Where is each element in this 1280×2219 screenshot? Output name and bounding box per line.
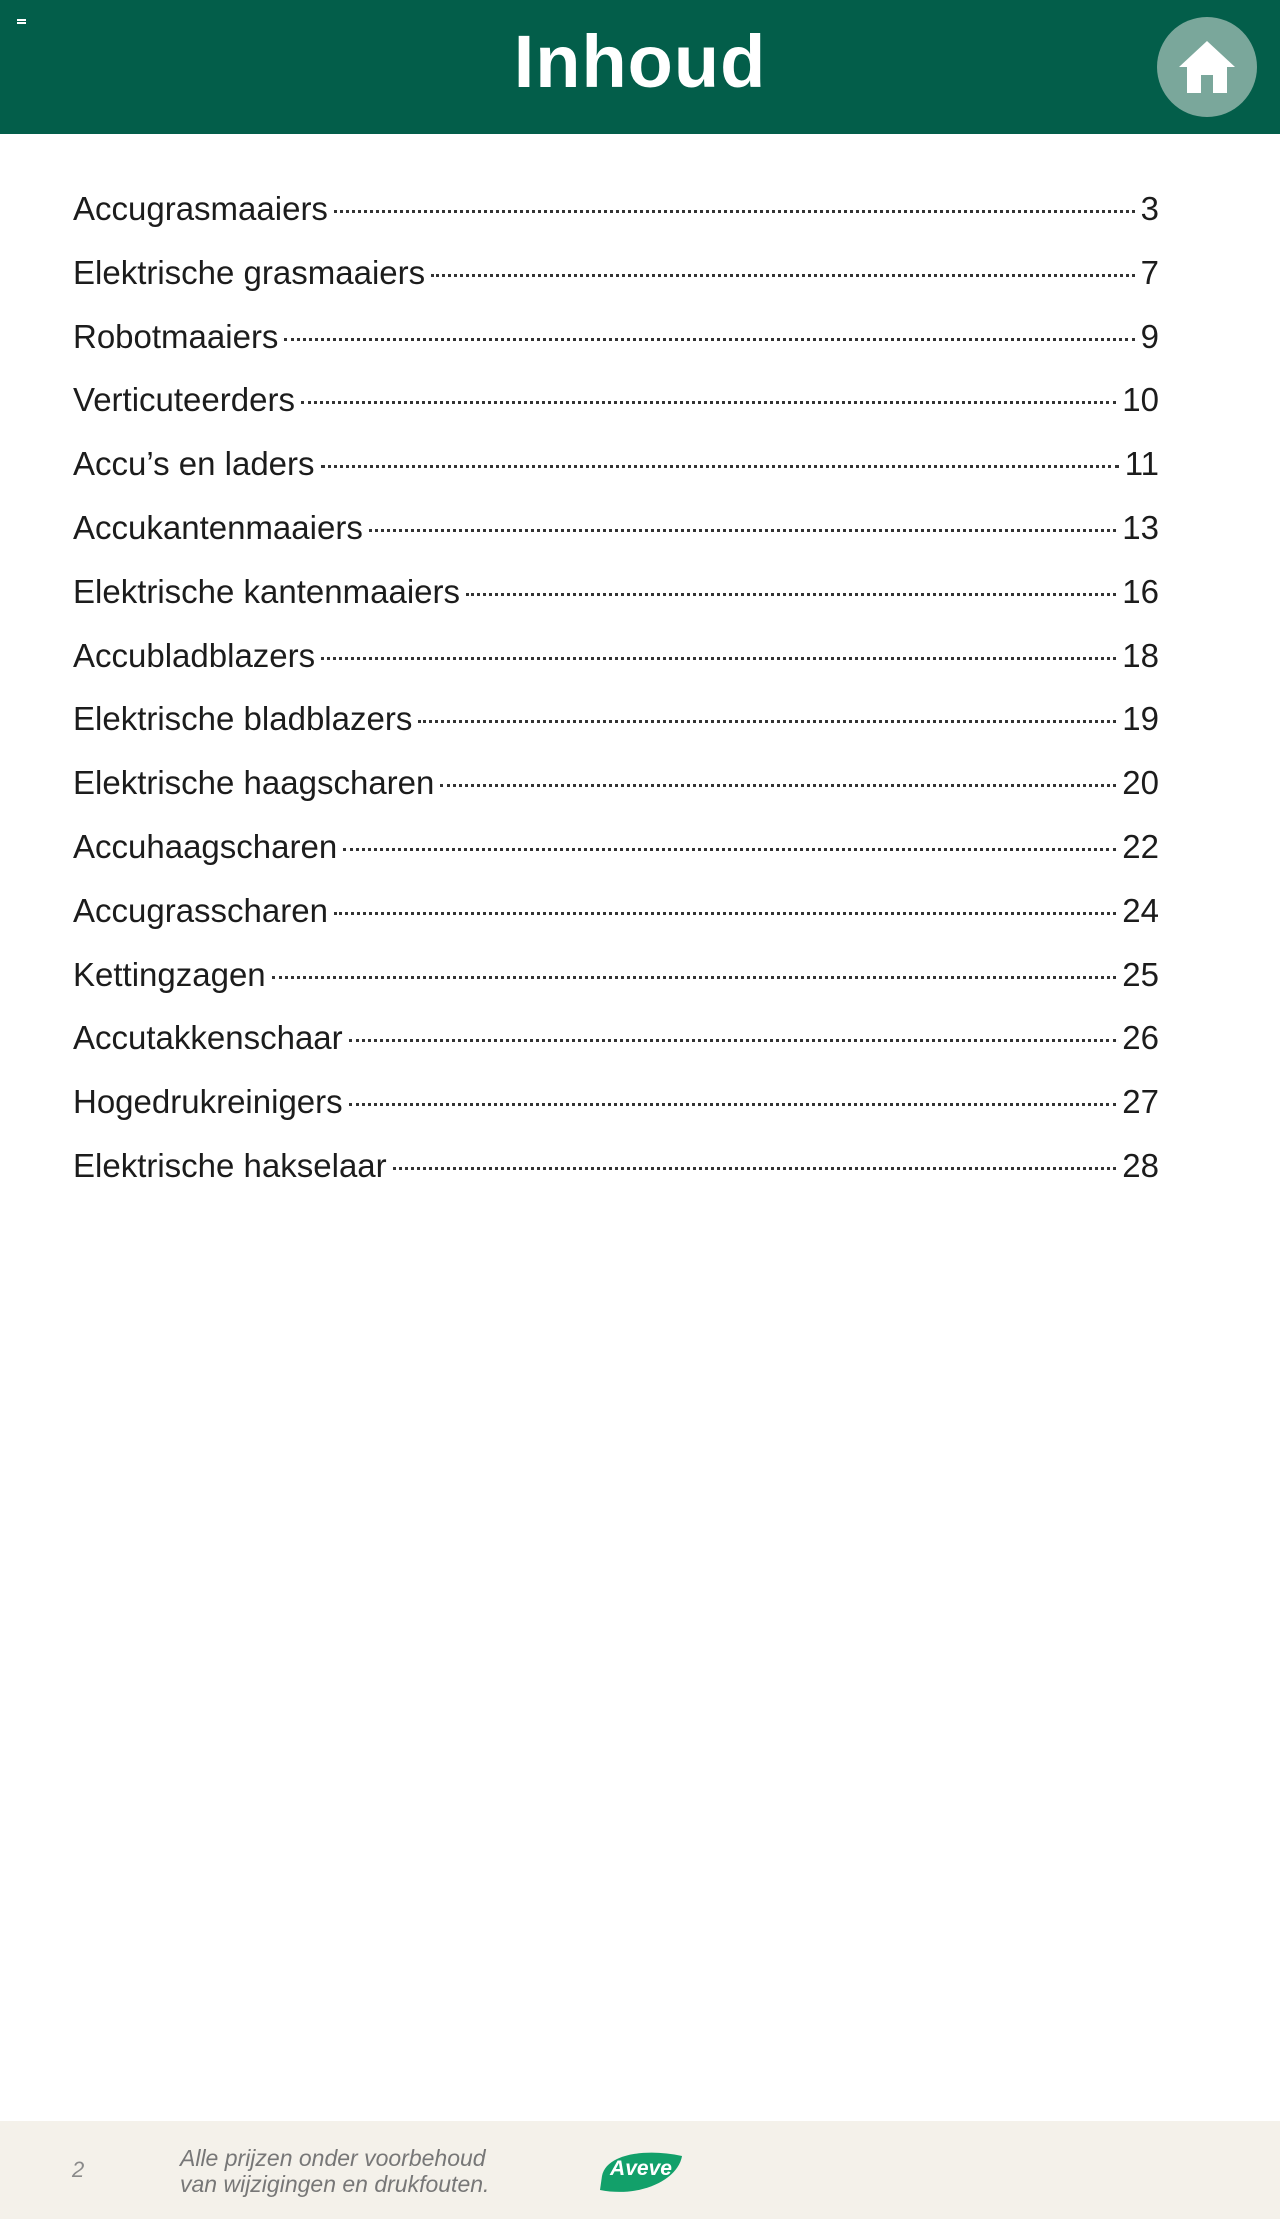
toc-item-label: Elektrische kantenmaaiers bbox=[73, 572, 461, 610]
toc-dot-leader bbox=[431, 274, 1135, 277]
toc-item-label: Accu’s en laders bbox=[73, 445, 315, 483]
toc-item-label: Elektrische bladblazers bbox=[73, 700, 413, 738]
toc-dot-leader bbox=[343, 848, 1116, 851]
toc-dot-leader bbox=[334, 210, 1135, 213]
toc-item-label: Elektrische grasmaaiers bbox=[73, 253, 426, 291]
aveve-logo[interactable] bbox=[596, 2146, 686, 2198]
toc-dot-leader bbox=[321, 465, 1119, 468]
toc-item-page: 25 bbox=[1122, 955, 1159, 993]
toc-item[interactable] bbox=[73, 305, 1159, 369]
toc-item-page: 13 bbox=[1122, 508, 1159, 546]
toc-item-label: Accuhaagscharen bbox=[73, 827, 338, 865]
home-button[interactable] bbox=[1157, 17, 1257, 117]
toc-dot-leader bbox=[418, 720, 1116, 723]
toc-item-label: Accubladblazers bbox=[73, 636, 316, 674]
toc-item-label: Elektrische haagscharen bbox=[73, 764, 435, 802]
toc-item[interactable] bbox=[73, 815, 1159, 879]
table-of-contents bbox=[73, 177, 1159, 1198]
toc-item-page: 16 bbox=[1122, 572, 1159, 610]
footer bbox=[0, 2121, 1280, 2219]
toc-item[interactable] bbox=[73, 241, 1159, 305]
toc-item[interactable] bbox=[73, 177, 1159, 241]
toc-dot-leader bbox=[301, 401, 1116, 404]
toc-item-page: 24 bbox=[1122, 891, 1159, 929]
toc-item[interactable] bbox=[73, 751, 1159, 815]
toc-dot-leader bbox=[321, 657, 1116, 660]
toc-item[interactable] bbox=[73, 1006, 1159, 1070]
toc-item-page: 22 bbox=[1122, 827, 1159, 865]
toc-item-page: 19 bbox=[1122, 700, 1159, 738]
toc-item[interactable] bbox=[73, 879, 1159, 943]
toc-item-page: 28 bbox=[1122, 1146, 1159, 1184]
toc-dot-leader bbox=[369, 529, 1116, 532]
toc-dot-leader bbox=[272, 976, 1117, 979]
toc-item[interactable] bbox=[73, 368, 1159, 432]
toc-item-page: 20 bbox=[1122, 764, 1159, 802]
toc-item-label: Kettingzagen bbox=[73, 955, 266, 993]
page-number: 2 bbox=[72, 2157, 85, 2182]
disclaimer-line-1: Alle prijzen onder voorbehoud bbox=[180, 2145, 486, 2171]
toc-item[interactable] bbox=[73, 496, 1159, 560]
page-title: Inhoud bbox=[513, 20, 767, 103]
toc-item-label: Accukantenmaaiers bbox=[73, 508, 363, 546]
home-icon bbox=[1175, 35, 1239, 99]
toc-item-page: 9 bbox=[1140, 317, 1159, 355]
toc-item-label: Verticuteerders bbox=[73, 381, 295, 419]
toc-dot-leader bbox=[440, 784, 1116, 787]
toc-item-page: 7 bbox=[1140, 253, 1159, 291]
toc-item-page: 27 bbox=[1122, 1083, 1159, 1121]
toc-item-label: Elektrische hakselaar bbox=[73, 1146, 387, 1184]
toc-item-label: Robotmaaiers bbox=[73, 317, 279, 355]
toc-dot-leader bbox=[349, 1103, 1117, 1106]
toc-item[interactable] bbox=[73, 687, 1159, 751]
toc-item-page: 10 bbox=[1122, 381, 1159, 419]
toc-item[interactable] bbox=[73, 1134, 1159, 1198]
header-bar bbox=[0, 0, 1280, 134]
toc-item-label: Accutakkenschaar bbox=[73, 1019, 343, 1057]
toc-item[interactable] bbox=[73, 624, 1159, 688]
logo-text: Aveve bbox=[610, 2157, 672, 2180]
disclaimer bbox=[180, 2145, 489, 2197]
toc-item[interactable] bbox=[73, 943, 1159, 1007]
toc-dot-leader bbox=[349, 1039, 1117, 1042]
toc-item-label: Accugrasscharen bbox=[73, 891, 328, 929]
toc-item[interactable] bbox=[73, 560, 1159, 624]
toc-dot-leader bbox=[466, 593, 1116, 596]
toc-item-page: 18 bbox=[1122, 636, 1159, 674]
toc-item-label: Accugrasmaaiers bbox=[73, 190, 328, 227]
toc-item-label: Hogedrukreinigers bbox=[73, 1083, 343, 1121]
toc-dot-leader bbox=[393, 1167, 1117, 1170]
toc-dot-leader bbox=[284, 338, 1134, 341]
toc-dot-leader bbox=[334, 912, 1116, 915]
toc-item[interactable] bbox=[73, 432, 1159, 496]
toc-item-page: 26 bbox=[1122, 1019, 1159, 1057]
toc-item[interactable] bbox=[73, 1070, 1159, 1134]
disclaimer-line-2: van wijzigingen en drukfouten. bbox=[180, 2171, 490, 2197]
toc-item-page: 11 bbox=[1124, 445, 1159, 483]
toc-item-page: 3 bbox=[1140, 190, 1159, 227]
